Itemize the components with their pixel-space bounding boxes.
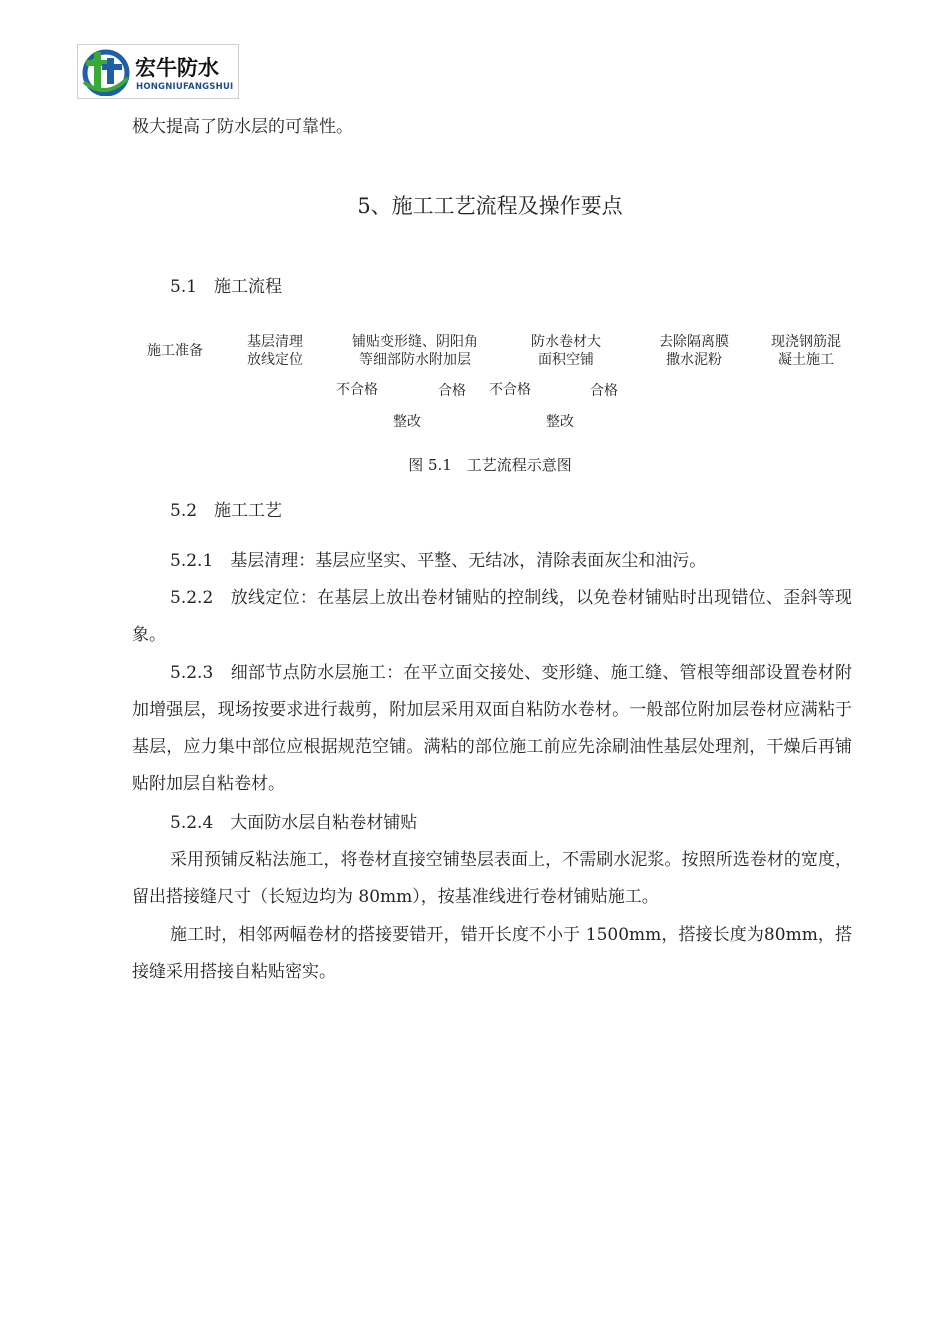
flow-step-line2: 等细部防水附加层 — [359, 352, 471, 368]
flow-step — [130, 342, 220, 360]
flow-label-rectify: 整改 — [546, 414, 574, 430]
subheading-5-1: 5.1 施工流程 — [170, 277, 283, 297]
paragraph-5-2-4-b: 施工时，相邻两幅卷材的搭接要错开，错开长度不小于 1500mm，搭接长度为80mm，搭接缝采用搭接自粘贴密实。 — [132, 925, 852, 982]
flow-step — [644, 333, 744, 369]
paragraph-5-2-3: 5.2.3 细部节点防水层施工：在平立面交接处、变形缝、施工缝、管根等细部设置卷材附加增强层，现场按要求进行裁剪，附加层采用双面自粘防水卷材。一般部位附加层卷材应满粘于基层，应力集中部位应根据规范空铺。满粘的部位施工前应先涂刷油性基层处理剂，干燥后再铺贴附加层自粘卷材。 — [132, 663, 852, 794]
flow-step-line2: 放线定位 — [247, 352, 303, 368]
flow-step — [230, 333, 320, 369]
flow-step — [516, 333, 616, 369]
flow-step-line1: 防水卷材大 — [531, 334, 601, 350]
paragraph-5-2-1: 5.2.1 基层清理：基层应坚实、平整、无结冰，清除表面灰尘和油污。 — [170, 551, 707, 571]
flow-step — [756, 333, 856, 369]
flow-step-line2: 凝土施工 — [778, 352, 834, 368]
figure-caption: 图 5.1 工艺流程示意图 — [408, 456, 572, 474]
flow-step — [335, 333, 495, 369]
logo-name-cn: 宏牛防水 — [135, 56, 219, 80]
flow-label-fail: 不合格 — [336, 382, 378, 398]
logo-name-en: HONGNIUFANGSHUI — [136, 82, 234, 92]
paragraph-5-2-2: 5.2.2 放线定位：在基层上放出卷材铺贴的控制线，以免卷材铺贴时出现错位、歪斜等现象。 — [132, 588, 852, 645]
flow-label-fail: 不合格 — [489, 382, 531, 398]
flow-step-line1: 基层清理 — [247, 334, 303, 350]
section-title: 5、施工工艺流程及操作要点 — [357, 194, 623, 218]
flow-step-line2: 面积空铺 — [538, 352, 594, 368]
company-logo — [77, 44, 239, 99]
flow-label-pass: 合格 — [590, 383, 618, 399]
flow-step-line1: 现浇钢筋混 — [771, 334, 841, 350]
flow-step-line1: 施工准备 — [147, 343, 203, 359]
flow-step-line2: 撒水泥粉 — [666, 352, 722, 368]
logo-emblem-icon — [80, 48, 132, 96]
subheading-5-2: 5.2 施工工艺 — [170, 501, 283, 521]
flow-label-pass: 合格 — [438, 383, 466, 399]
flow-step-line1: 去除隔离膜 — [659, 334, 729, 350]
flow-label-rectify: 整改 — [393, 414, 421, 430]
paragraph-5-2-4: 5.2.4 大面防水层自粘卷材铺贴 — [170, 813, 418, 833]
paragraph-5-2-4-a: 采用预铺反粘法施工，将卷材直接空铺垫层表面上，不需刷水泥浆。按照所选卷材的宽度，留出搭接缝尺寸（长短边均为 80mm），按基准线进行卷材铺贴施工。 — [132, 850, 852, 907]
intro-line: 极大提高了防水层的可靠性。 — [132, 117, 353, 137]
flow-step-line1: 铺贴变形缝、阴阳角 — [352, 334, 478, 350]
